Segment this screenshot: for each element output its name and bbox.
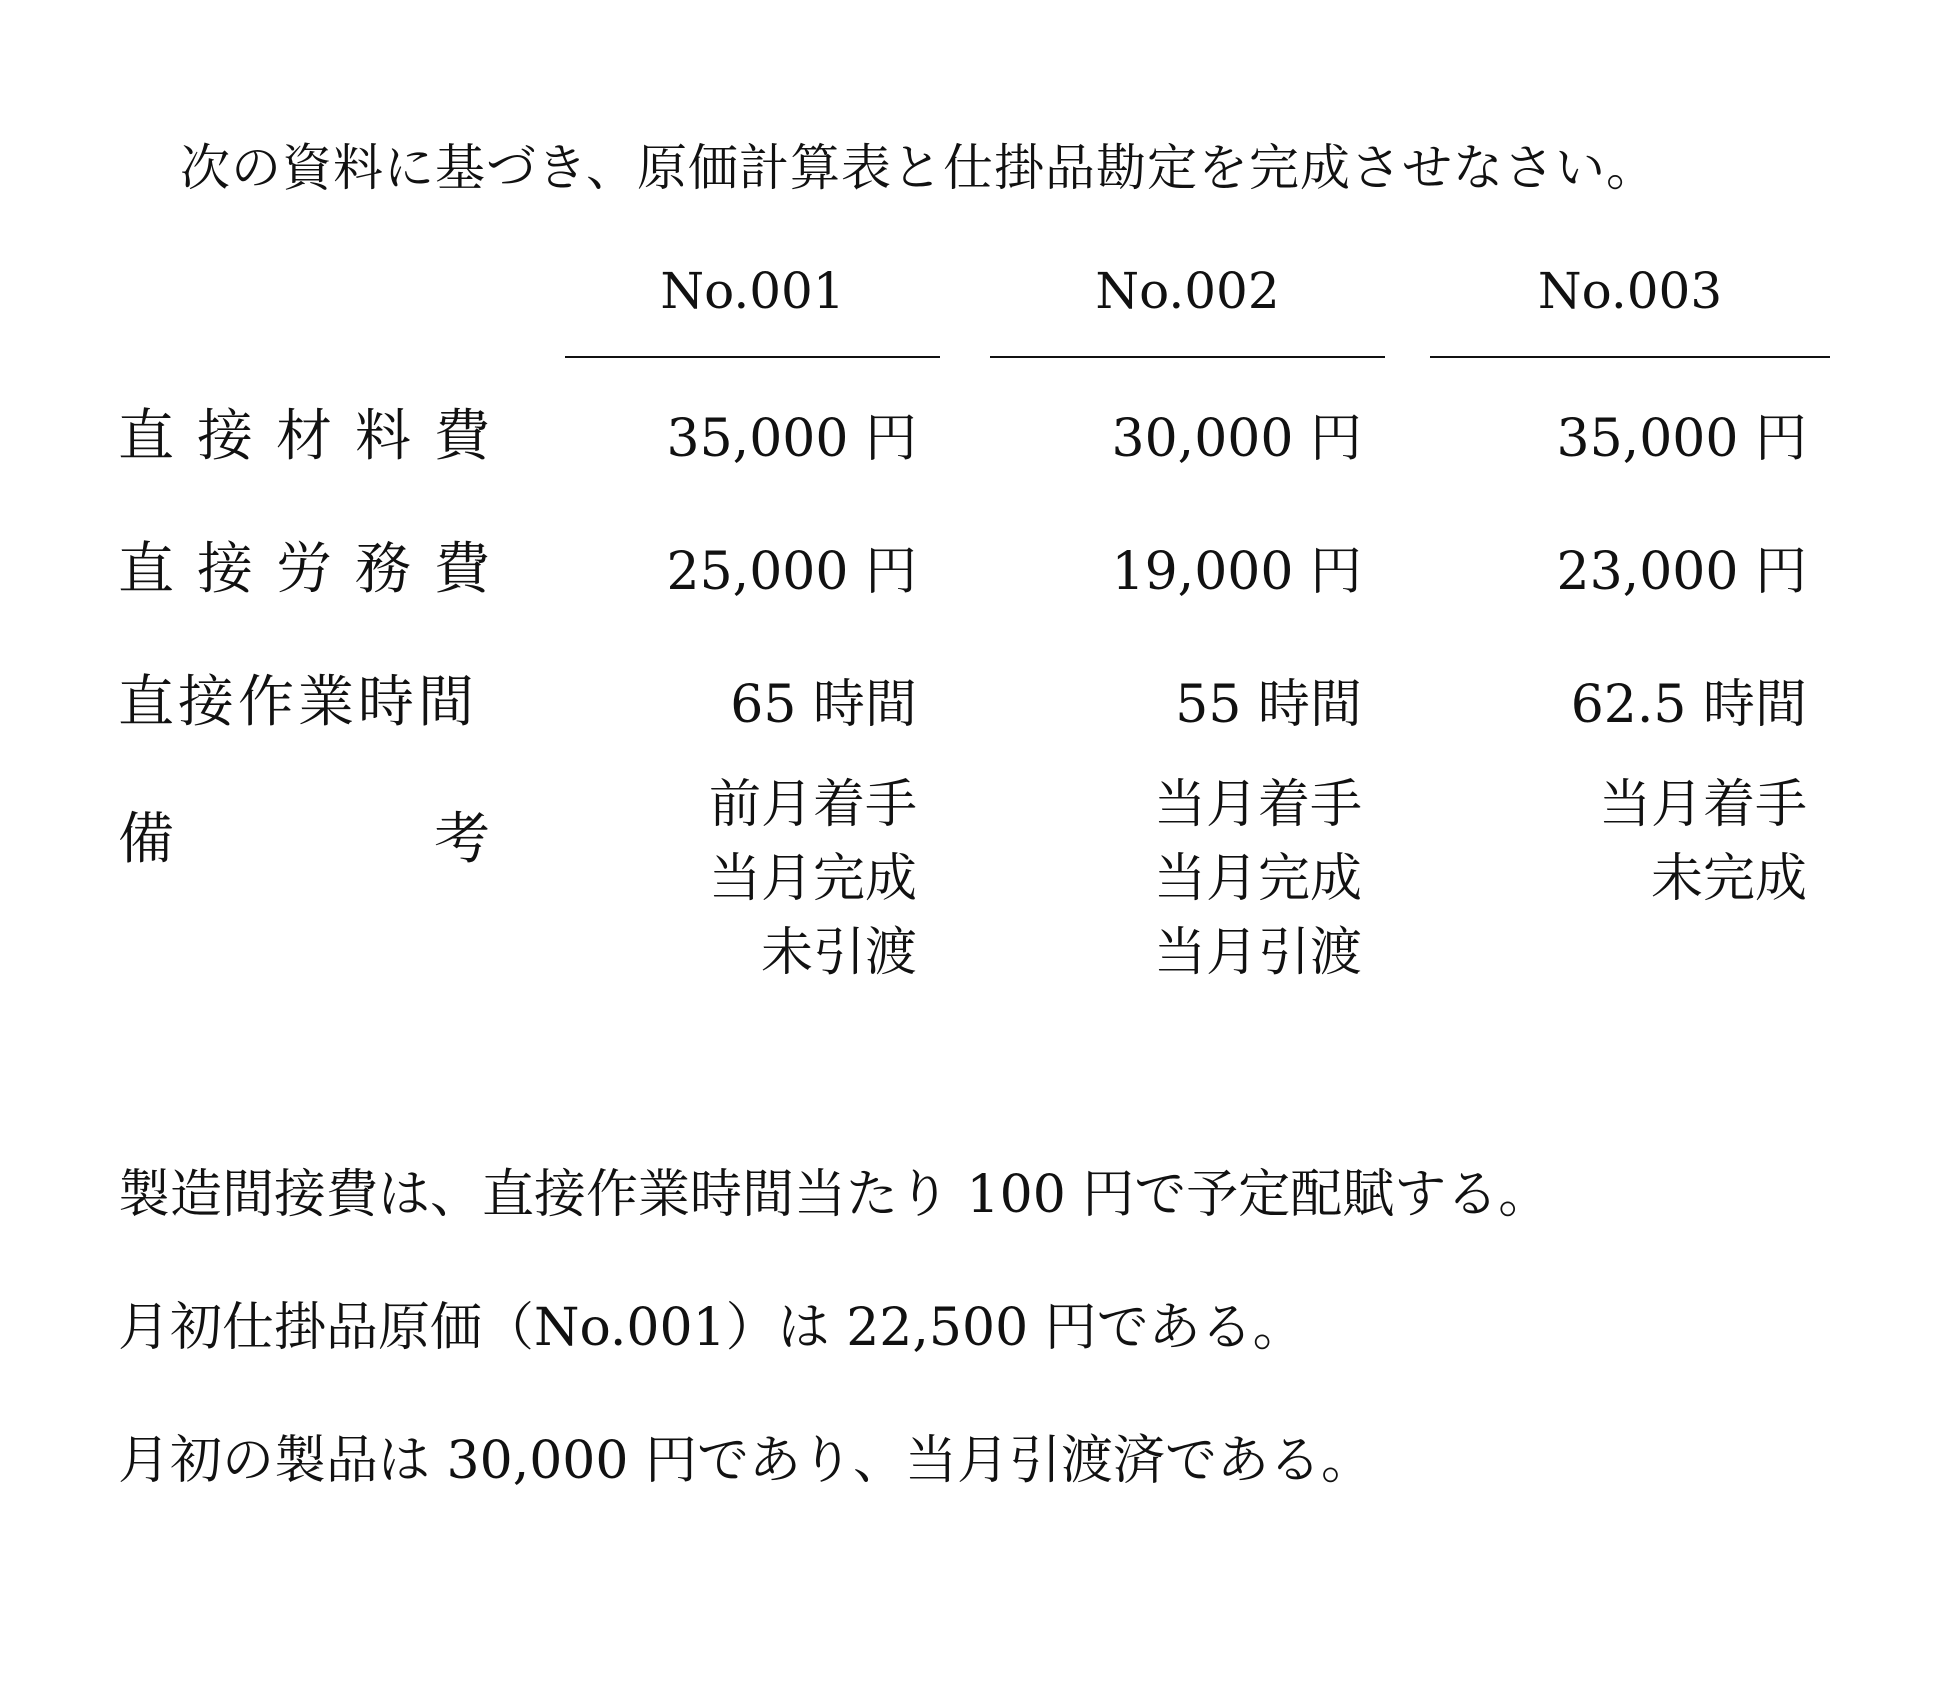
- direct-hours-no002: 55 時間: [1175, 675, 1362, 735]
- label-char: 接: [197, 404, 253, 469]
- direct-material-no002: 30,000 円: [1111, 409, 1362, 469]
- label-char: 務: [355, 537, 411, 602]
- label-char: 接: [197, 537, 253, 602]
- remark-line: 未引渡: [760, 923, 917, 983]
- note-beginning-wip: 月初仕掛品原価（No.001）は 22,500 円である。: [118, 1298, 1305, 1358]
- direct-hours-no003: 62.5 時間: [1570, 675, 1807, 735]
- direct-labor-no002: 19,000 円: [1111, 542, 1362, 602]
- instruction-text: 次の資料に基づき、原価計算表と仕掛品勘定を完成させなさい。: [180, 139, 1657, 197]
- remarks-no002: [990, 768, 1362, 990]
- label-char: 労: [276, 537, 332, 602]
- column-rule-no002: [990, 356, 1385, 358]
- remark-line: 当月着手: [1598, 775, 1807, 835]
- label-char: 直: [118, 404, 174, 469]
- remark-line: 当月完成: [1153, 849, 1362, 909]
- remark-line: 当月完成: [708, 849, 917, 909]
- direct-hours-no001: 65 時間: [730, 675, 917, 735]
- row-label-direct-labor: [118, 525, 490, 605]
- label-char: 備: [118, 807, 174, 872]
- row-label-direct-hours: 直接作業時間: [118, 670, 478, 735]
- remark-line: 当月引渡: [1153, 923, 1362, 983]
- label-char: 費: [434, 404, 490, 469]
- remark-line: 当月着手: [1153, 775, 1362, 835]
- direct-material-no003: 35,000 円: [1556, 409, 1807, 469]
- column-header-no003: No.003: [1537, 262, 1723, 320]
- direct-material-no001: 35,000 円: [666, 409, 917, 469]
- note-overhead-allocation: 製造間接費は、直接作業時間当たり 100 円で予定配賦する。: [118, 1165, 1551, 1225]
- remark-line: 前月着手: [708, 775, 917, 835]
- row-label-direct-material: [118, 392, 490, 472]
- column-rule-no003: [1430, 356, 1830, 358]
- label-char: 考: [434, 807, 490, 872]
- column-header-no002: No.002: [1095, 262, 1280, 320]
- row-label-remarks: [118, 795, 490, 875]
- direct-labor-no003: 23,000 円: [1556, 542, 1807, 602]
- label-char: 直: [118, 537, 174, 602]
- label-char: 費: [434, 537, 490, 602]
- remark-line: 未完成: [1650, 849, 1807, 909]
- note-beginning-finished-goods: 月初の製品は 30,000 円であり、当月引渡済である。: [118, 1431, 1374, 1491]
- column-rule-no001: [565, 356, 940, 358]
- direct-labor-no001: 25,000 円: [666, 542, 917, 602]
- column-header-no001: No.001: [660, 262, 845, 320]
- remarks-no003: [1430, 768, 1807, 916]
- label-char: 料: [355, 404, 411, 469]
- label-char: 材: [276, 404, 332, 469]
- remarks-no001: [565, 768, 917, 990]
